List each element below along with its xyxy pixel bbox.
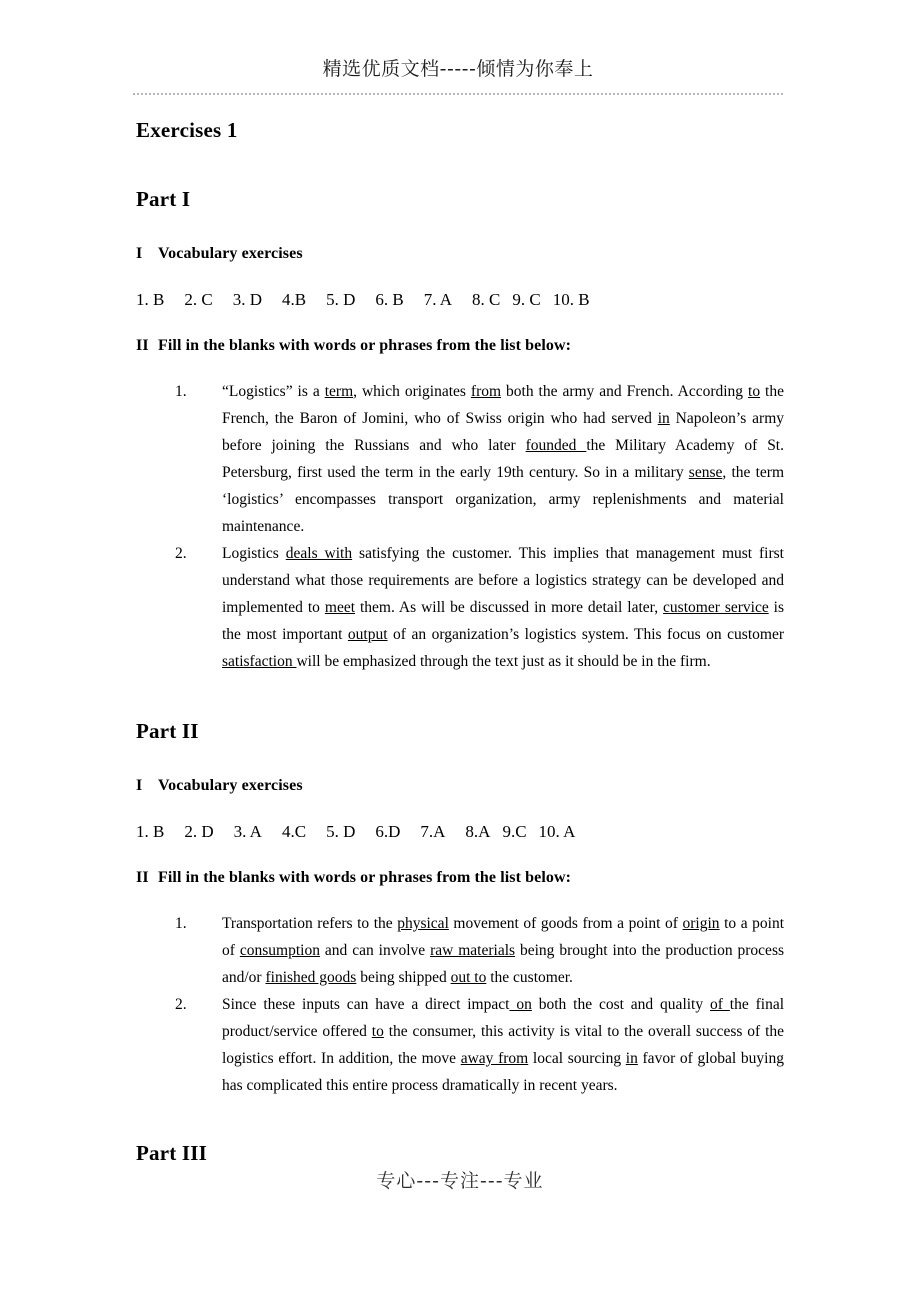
- answer-item: 2. C: [184, 290, 213, 309]
- filled-blank-answer: term: [324, 383, 354, 400]
- list-item-marker: 2.: [175, 996, 187, 1013]
- list-item-text: [222, 991, 784, 1099]
- filled-blank-answer: sense: [688, 464, 723, 481]
- filled-blank-answer: from: [470, 383, 502, 400]
- document-content: [136, 116, 784, 1167]
- body-text: being brought into the production process and/or: [222, 942, 785, 986]
- answer-item: 4.C: [281, 822, 307, 841]
- body-text: Since these inputs can have a direct impact: [222, 996, 510, 1013]
- body-text: the final product/service offered: [222, 996, 785, 1040]
- section-numeral: I: [136, 777, 143, 794]
- part-heading-2: Part II: [136, 719, 199, 743]
- filled-blank-answer: founded: [525, 437, 587, 454]
- section-numeral: I: [136, 245, 143, 262]
- fill-blanks-list-part2: [136, 910, 784, 1099]
- page-header: [133, 56, 783, 82]
- answer-item: 1. B: [136, 290, 165, 309]
- filled-blank-answer: consumption: [239, 942, 320, 959]
- filled-blank-answer: of: [710, 996, 730, 1013]
- answer-row-part1: [136, 288, 784, 312]
- body-text: “Logistics” is a: [222, 383, 325, 400]
- body-text: and can involve: [319, 942, 431, 959]
- filled-blank-answer: output: [347, 626, 388, 643]
- answer-item: 3. A: [233, 822, 262, 841]
- part-heading-3: Part III: [136, 1141, 208, 1165]
- footer-watermark-text: 专心---专注---专业: [376, 1170, 544, 1192]
- body-text: the French, the Baron of Jomini, who of Swiss origin who had served: [222, 383, 784, 427]
- section-heading-part2-vocabulary: [136, 775, 784, 797]
- body-text: is the most important: [222, 599, 784, 643]
- body-text: both the cost and quality: [531, 996, 710, 1013]
- answer-item: 8.A: [465, 822, 491, 841]
- answer-item: 3. D: [232, 290, 262, 309]
- body-text: both the army and French. According: [501, 383, 749, 400]
- section-numeral: II: [136, 337, 149, 354]
- list-item-text: [222, 910, 784, 991]
- answer-item: 5. D: [326, 822, 356, 841]
- filled-blank-answer: in: [657, 410, 670, 427]
- section-heading-part1-fillblanks: [136, 335, 784, 357]
- body-text: to a point of: [222, 915, 785, 959]
- list-item: [136, 378, 784, 540]
- section-label: Vocabulary exercises: [158, 777, 303, 794]
- body-text: local sourcing: [528, 1050, 626, 1067]
- filled-blank-answer: to: [748, 383, 761, 400]
- filled-blank-answer: origin: [682, 915, 720, 932]
- filled-blank-answer: satisfaction: [222, 653, 297, 670]
- section-label: Fill in the blanks with words or phrases from the list below:: [158, 869, 572, 886]
- filled-blank-answer: customer service: [663, 599, 769, 616]
- filled-blank-answer: in: [625, 1050, 638, 1067]
- list-item-marker: 2.: [175, 545, 187, 562]
- filled-blank-answer: raw materials: [430, 942, 516, 959]
- section-heading-part2-fillblanks: [136, 867, 784, 889]
- answer-item: 9. C: [512, 290, 541, 309]
- list-item: [136, 991, 784, 1099]
- body-text: satisfying the customer. This implies that management must first understand what those requirements are before a logistics strategy can be developed and implemented to: [222, 545, 784, 616]
- body-text: the consumer, this activity is vital to the overall success of the logistics effort. In addition, the move: [222, 1023, 784, 1067]
- answer-row-part2: [136, 820, 784, 844]
- body-text: favor of global buying has complicated this entire process dramatically in recent years.: [222, 1050, 784, 1094]
- body-text: movement of goods from a point of: [448, 915, 683, 932]
- page-footer: [0, 1168, 920, 1194]
- body-text: of an organization’s logistics system. This focus on customer: [387, 626, 784, 643]
- filled-blank-answer: deals with: [285, 545, 353, 562]
- body-text: Logistics: [222, 545, 286, 562]
- filled-blank-answer: finished goods: [265, 969, 357, 986]
- body-text: , the term ‘logistics’ encompasses transport organization, army replenishments and material maintenance.: [222, 464, 785, 535]
- answer-item: 6. B: [375, 290, 404, 309]
- part-heading-1: Part I: [136, 187, 191, 211]
- list-item-marker: 1.: [175, 915, 187, 932]
- fill-blanks-list-part1: [136, 378, 784, 675]
- section-heading-part1-vocabulary: [136, 243, 784, 265]
- filled-blank-answer: meet: [324, 599, 356, 616]
- answer-item: 8. C: [472, 290, 501, 309]
- section-label: Fill in the blanks with words or phrases from the list below:: [158, 337, 572, 354]
- answer-item: 7. A: [423, 290, 453, 309]
- list-item-text: [222, 378, 784, 540]
- answer-item: 2. D: [184, 822, 214, 841]
- answer-item: 1. B: [136, 822, 165, 841]
- body-text: being shipped: [356, 969, 451, 986]
- answer-item: 5. D: [326, 290, 356, 309]
- body-text: will be emphasized through the text just as it should be in the firm.: [296, 653, 711, 670]
- filled-blank-answer: physical: [397, 915, 449, 932]
- body-text: the Military Academy of St. Petersburg, first used the term in the early 19th century. So in a military: [222, 437, 784, 481]
- filled-blank-answer: away from: [460, 1050, 529, 1067]
- answer-item: 9.C: [502, 822, 527, 841]
- answer-item: 7.A: [420, 822, 446, 841]
- header-divider-rule: [133, 93, 783, 95]
- answer-item: 4.B: [281, 290, 307, 309]
- answer-item: 10. A: [538, 822, 576, 841]
- page-title: Exercises 1: [136, 118, 238, 142]
- header-watermark-text: 精选优质文档-----倾情为你奉上: [322, 58, 594, 80]
- answer-item: 10. B: [552, 290, 590, 309]
- section-numeral: II: [136, 869, 149, 886]
- filled-blank-answer: out to: [450, 969, 487, 986]
- list-item: [136, 910, 784, 991]
- list-item-text: [222, 540, 784, 675]
- body-text: Transportation refers to the: [222, 915, 398, 932]
- filled-blank-answer: to: [371, 1023, 384, 1040]
- list-item: [136, 540, 784, 675]
- body-text: the customer.: [486, 969, 573, 986]
- list-item-marker: 1.: [175, 383, 187, 400]
- body-text: , which originates: [353, 383, 471, 400]
- body-text: Napoleon’s army before joining the Russians and who later: [222, 410, 785, 454]
- section-label: Vocabulary exercises: [158, 245, 303, 262]
- filled-blank-answer: on: [509, 996, 532, 1013]
- body-text: them. As will be discussed in more detail later,: [355, 599, 664, 616]
- answer-item: 6.D: [375, 822, 401, 841]
